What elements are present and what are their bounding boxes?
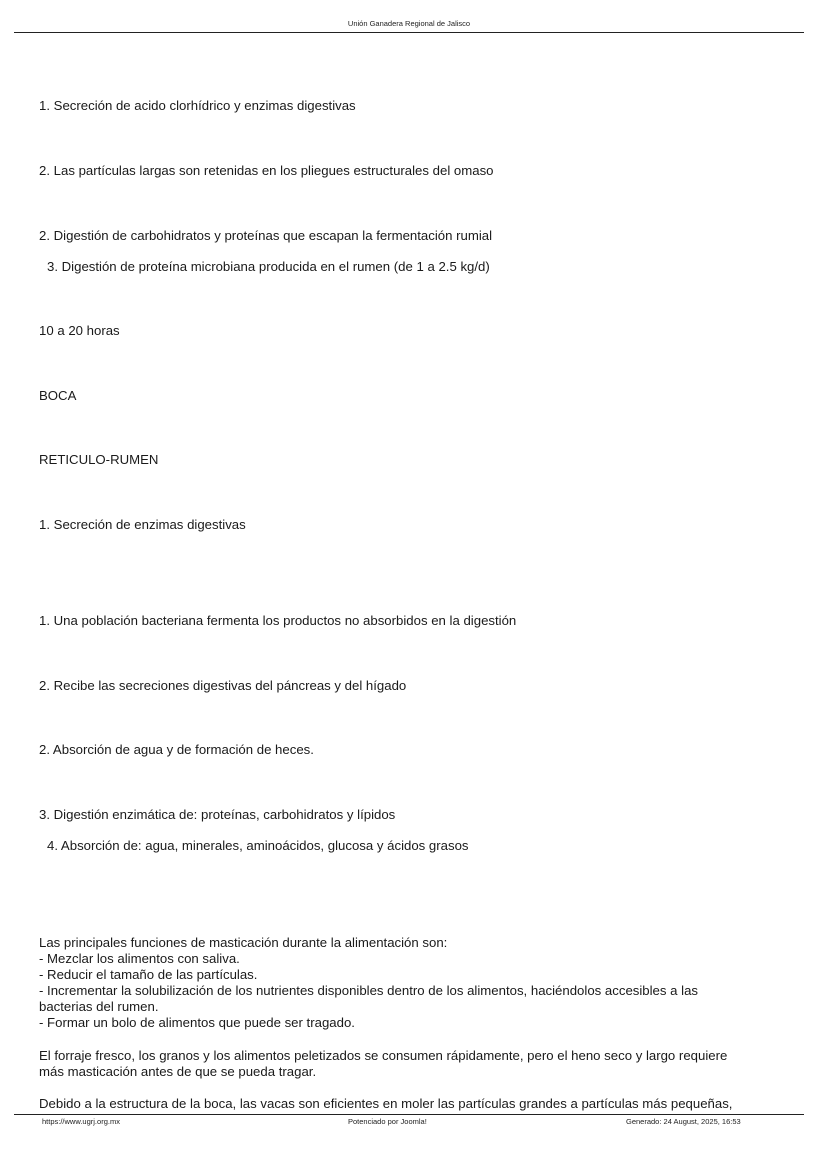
list-item: 1. Secreción de enzimas digestivas — [39, 517, 246, 532]
list-item: 2. Recibe las secreciones digestivas del páncreas y del hígado — [39, 678, 407, 693]
page-header-title: Unión Ganadera Regional de Jalisco — [347, 19, 471, 28]
forage-paragraph — [39, 1048, 779, 1080]
header-divider — [14, 32, 804, 33]
list-item: 1. Secreción de acido clorhídrico y enzimas digestivas — [39, 98, 356, 113]
paragraph-line: Las principales funciones de masticación durante la alimentación son: — [39, 935, 448, 950]
list-item: BOCA — [39, 388, 77, 403]
paragraph-line: - Incrementar la solubilización de los nutrientes disponibles dentro de los alimentos, haciéndolos accesibles a las — [39, 983, 699, 999]
mastication-paragraph — [39, 935, 779, 1032]
paragraph-line: bacterias del rumen. — [39, 999, 159, 1015]
list-item: 10 a 20 horas — [39, 323, 120, 338]
list-item: 2. Digestión de carbohidratos y proteínas que escapan la fermentación rumial — [39, 228, 493, 243]
paragraph-line: más masticación antes de que se pueda tragar. — [39, 1064, 317, 1080]
mouth-structure-paragraph — [39, 1096, 779, 1112]
list-item: 3. Digestión enzimática de: proteínas, carbohidratos y lípidos — [39, 807, 396, 822]
list-item: 4. Absorción de: agua, minerales, aminoácidos, glucosa y ácidos grasos — [47, 838, 469, 853]
footer-generated-date: Generado: 24 August, 2025, 16:53 — [626, 1117, 741, 1126]
paragraph-line: - Formar un bolo de alimentos que puede ser tragado. — [39, 1015, 355, 1031]
list-item: 2. Las partículas largas son retenidas en los pliegues estructurales del omaso — [39, 163, 494, 178]
paragraph-line: Debido a la estructura de la boca, las vacas son eficientes en moler las partículas grandes a partículas más pequeñas, — [39, 1096, 733, 1111]
list-item: 2. Absorción de agua y de formación de heces. — [39, 742, 314, 757]
list-item: 3. Digestión de proteína microbiana producida en el rumen (de 1 a 2.5 kg/d) — [47, 259, 490, 274]
list-item: 1. Una población bacteriana fermenta los productos no absorbidos en la digestión — [39, 613, 517, 628]
paragraph-line: El forraje fresco, los granos y los alimentos peletizados se consumen rápidamente, pero el heno seco y largo requiere — [39, 1048, 728, 1063]
footer-url-link[interactable]: https://www.ugrj.org.mx — [42, 1117, 120, 1126]
footer-powered-by: Potenciado por Joomla! — [348, 1117, 427, 1126]
footer-divider — [14, 1114, 804, 1115]
paragraph-line: - Mezclar los alimentos con saliva. — [39, 951, 240, 967]
list-item: RETICULO-RUMEN — [39, 452, 159, 467]
paragraph-line: - Reducir el tamaño de las partículas. — [39, 967, 258, 983]
